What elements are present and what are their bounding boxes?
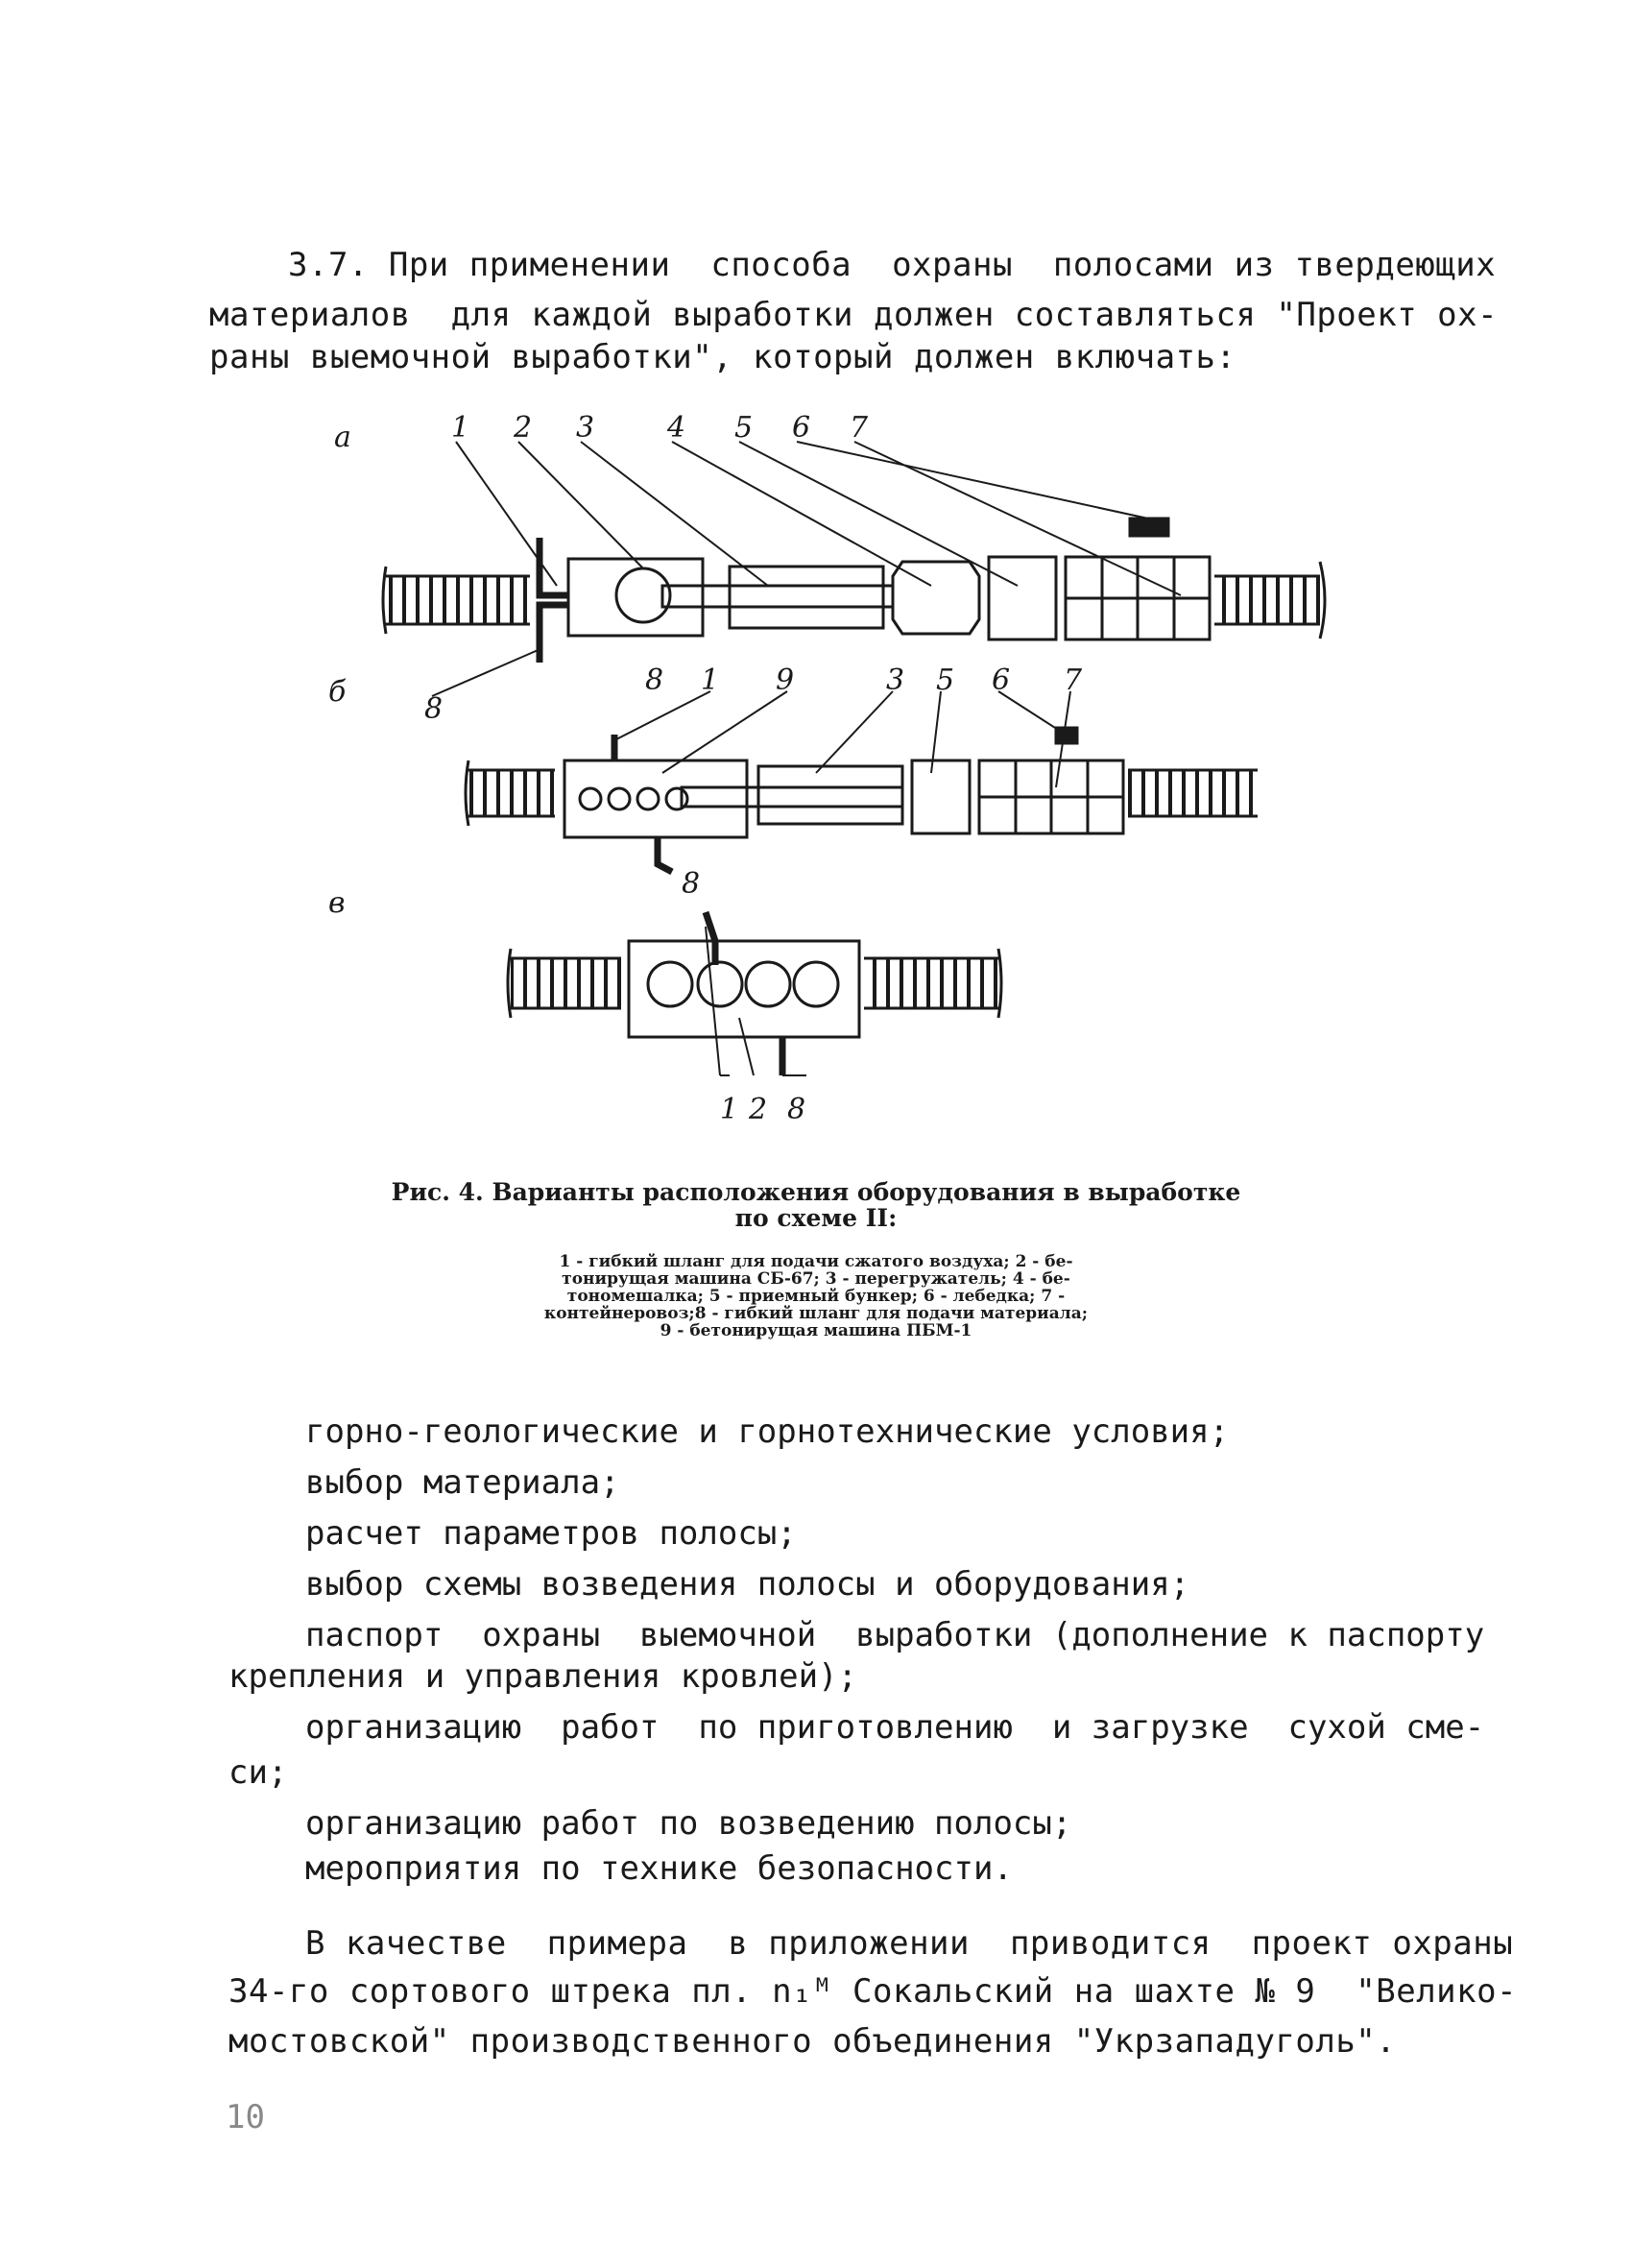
- list-item: выбор материала;: [305, 1463, 620, 1502]
- label-b-8-top: 8: [645, 664, 664, 697]
- intro-line-2: материалов для каждой выработки должен составляться "Проект ох-: [209, 296, 1499, 334]
- figure-caption-line-2: по схеме II:: [734, 1204, 898, 1232]
- label-c-8: 8: [787, 1093, 806, 1126]
- closing-line-3: мостовской" производственного объединения "Укрзападуголь".: [228, 2022, 1397, 2061]
- variant-a-letter: а: [334, 421, 351, 454]
- equipment-diagram: [317, 403, 1363, 1152]
- list-item: выбор схемы возведения полосы и оборудования;: [305, 1565, 1190, 1604]
- label-b-6: 6: [992, 664, 1011, 697]
- variant-c-labels: [720, 1093, 805, 1126]
- equipment-diagram-svg: [317, 403, 1363, 1152]
- label-c-2: 2: [749, 1093, 768, 1126]
- label-a-3: 3: [576, 411, 595, 445]
- figure-caption-line-1: Рис. 4. Варианты расположения оборудования в выработке: [391, 1178, 1241, 1206]
- label-a-7: 7: [850, 411, 869, 445]
- page-number: 10: [226, 2098, 265, 2136]
- variant-c-scheme: [508, 912, 1001, 1075]
- variant-b-letter: б: [328, 675, 347, 709]
- figure-legend-line-1: 1 - гибкий шланг для подачи сжатого воздуха; 2 - бе-: [559, 1252, 1073, 1271]
- closing-line-2: 34-го сортового штрека пл. n₁ᴹ Сокальский на шахте № 9 "Велико-: [228, 1972, 1518, 2011]
- figure-legend-line-2: тонирущая машина СБ-67; 3 - перегружатель; 4 - бе-: [562, 1269, 1070, 1289]
- label-a-1: 1: [451, 411, 470, 445]
- intro-line-1: 3.7. При применении способа охраны полосами из твердеющих: [288, 246, 1497, 284]
- list-item: паспорт охраны выемочной выработки (дополнение к паспорту: [305, 1616, 1485, 1654]
- label-a-5: 5: [734, 411, 754, 445]
- variant-b-scheme: [466, 691, 1258, 872]
- figure-legend-line-5: 9 - бетонирущая машина ПБМ-1: [660, 1321, 972, 1340]
- variant-b-labels: [645, 664, 1083, 901]
- list-item: организацию работ по приготовлению и загрузке сухой сме-: [305, 1708, 1485, 1747]
- label-a-2: 2: [514, 411, 533, 445]
- figure-legend-line-3: тономешалка; 5 - приемный бункер; 6 - лебедка; 7 -: [566, 1287, 1066, 1306]
- list-item: крепления и управления кровлей);: [228, 1657, 858, 1696]
- label-a-6: 6: [792, 411, 811, 445]
- intro-line-3: раны выемочной выработки", который должен включать:: [209, 338, 1236, 376]
- list-item: си;: [228, 1753, 288, 1792]
- label-b-1: 1: [701, 664, 720, 697]
- label-b-9: 9: [776, 664, 795, 697]
- label-a-8: 8: [424, 692, 444, 726]
- closing-line-1: В качестве примера в приложении приводится проект охраны: [305, 1924, 1514, 1963]
- list-item: мероприятия по технике безопасности.: [305, 1849, 1013, 1888]
- list-item: горно-геологические и горнотехнические условия;: [305, 1412, 1230, 1451]
- label-b-3: 3: [886, 664, 905, 697]
- variant-c-letter: в: [328, 886, 346, 920]
- label-b-8-bottom: 8: [682, 867, 701, 901]
- list-item: организацию работ по возведению полосы;: [305, 1804, 1072, 1843]
- list-item: расчет параметров полосы;: [305, 1514, 797, 1553]
- label-a-4: 4: [667, 411, 686, 445]
- label-b-7: 7: [1064, 664, 1083, 697]
- label-b-5: 5: [936, 664, 955, 697]
- figure-legend-line-4: контейнеровоз;8 - гибкий шланг для подачи материала;: [543, 1304, 1089, 1323]
- label-c-1: 1: [720, 1093, 739, 1126]
- variant-a-scheme: [383, 442, 1325, 696]
